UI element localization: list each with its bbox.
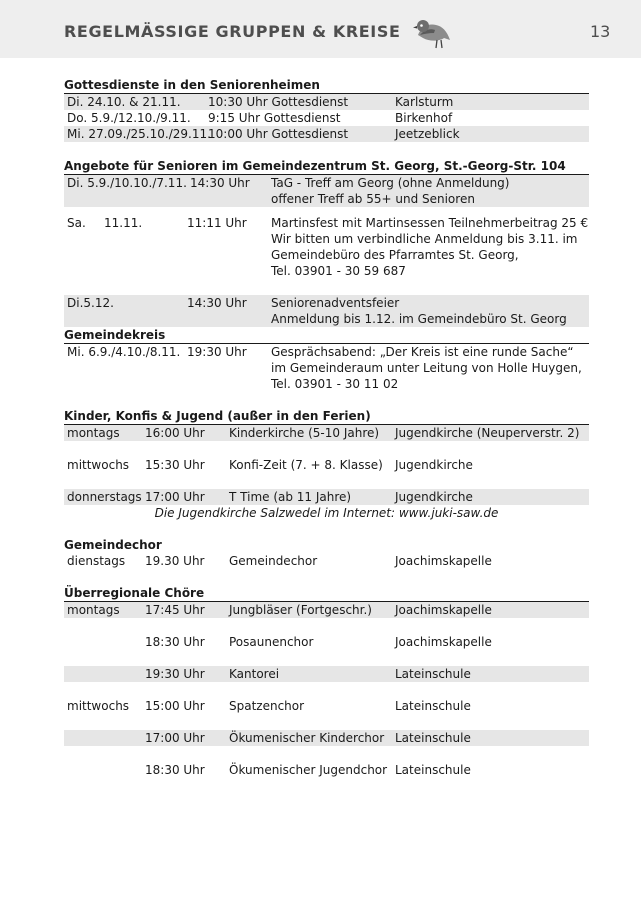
row-place: Jugendkirche (Neuperverstr. 2) xyxy=(395,426,580,440)
row-time: 19.30 Uhr xyxy=(145,554,205,568)
row-time: 15:30 Uhr xyxy=(145,458,205,472)
row-day: montags xyxy=(67,603,120,617)
row-place: Lateinschule xyxy=(395,763,471,777)
row-description: Gesprächsabend: „Der Kreis ist eine runde Sache“ im Gemeinderaum unter Leitung von Holle Huygen, Tel. 03901 - 30 11 02 xyxy=(271,345,582,391)
table-row xyxy=(64,126,589,142)
table-row xyxy=(64,489,589,505)
table-row xyxy=(64,457,589,473)
table-row xyxy=(64,602,589,618)
table-row xyxy=(64,553,589,569)
row-event: Spatzenchor xyxy=(229,699,305,713)
table-row xyxy=(64,425,589,441)
schedule-content xyxy=(64,77,589,778)
row-description: Martinsfest mit Martinsessen Teilnehmerbeitrag 25 € Wir bitten um verbindliche Anmeldung bis 3.11. im Gemeindebüro des Pfarramtes St. Georg, Tel. 03901 - 30 59 687 xyxy=(271,216,589,278)
row-event: Posaunenchor xyxy=(229,635,314,649)
page-title: REGELMÄSSIGE GRUPPEN & KREISE xyxy=(64,22,401,41)
table-row xyxy=(64,94,589,110)
row-event: Kantorei xyxy=(229,667,280,681)
row-time: 14:30 Uhr xyxy=(190,176,250,190)
row-day: dienstags xyxy=(67,554,126,568)
row-place: Lateinschule xyxy=(395,731,471,745)
row-place: Jeetzeblick xyxy=(395,127,460,141)
row-time: 15:00 Uhr xyxy=(145,699,205,713)
row-time: 17:00 Uhr xyxy=(145,731,205,745)
row-time: 17:00 Uhr xyxy=(145,490,205,504)
table-row xyxy=(64,295,589,327)
row-time: 11:11 Uhr xyxy=(187,216,247,230)
row-event: 9:15 Uhr Gottesdienst xyxy=(208,111,341,125)
table-row xyxy=(64,110,589,126)
row-place: Joachimskapelle xyxy=(395,635,492,649)
row-time: 16:00 Uhr xyxy=(145,426,205,440)
row-event: 10:00 Uhr Gottesdienst xyxy=(208,127,349,141)
row-date: Di.5.12. xyxy=(67,296,114,310)
section-title-regional-choirs: Überregionale Chöre xyxy=(64,586,205,600)
table-row xyxy=(64,666,589,682)
row-event: 10:30 Uhr Gottesdienst xyxy=(208,95,349,109)
row-date: Mi. 27.09./25.10./29.11. xyxy=(67,127,211,141)
row-place: Jugendkirche xyxy=(395,458,473,472)
row-date: Di. 5.9./10.10./7.11. xyxy=(67,176,187,190)
row-description: TaG - Treff am Georg (ohne Anmeldung) offener Treff ab 55+ und Senioren xyxy=(271,176,510,206)
table-row xyxy=(64,698,589,714)
row-event: Kinderkirche (5-10 Jahre) xyxy=(229,426,380,440)
row-description: Seniorenadventsfeier Anmeldung bis 1.12. im Gemeindebüro St. Georg xyxy=(271,296,567,326)
row-place: Joachimskapelle xyxy=(395,603,492,617)
row-place: Lateinschule xyxy=(395,699,471,713)
row-event: Ökumenischer Kinderchor xyxy=(229,731,385,745)
row-time: 18:30 Uhr xyxy=(145,635,205,649)
row-time: 19:30 Uhr xyxy=(187,345,247,359)
page-header xyxy=(0,0,641,58)
section-title-seniors: Angebote für Senioren im Gemeindezentrum St. Georg, St.-Georg-Str. 104 xyxy=(64,159,566,173)
row-time: 19:30 Uhr xyxy=(145,667,205,681)
section-title-choir: Gemeindechor xyxy=(64,538,162,552)
page-number: 13 xyxy=(590,22,611,41)
table-row xyxy=(64,762,589,778)
row-date: Mi. 6.9./4.10./8.11. xyxy=(67,345,181,359)
row-place: Lateinschule xyxy=(395,667,471,681)
row-event: Gemeindechor xyxy=(229,554,318,568)
row-day: donnerstags xyxy=(67,490,142,504)
row-event: Konfi-Zeit (7. + 8. Klasse) xyxy=(229,458,383,472)
row-time: 14:30 Uhr xyxy=(187,296,247,310)
row-place: Karlsturm xyxy=(395,95,454,109)
row-day: mittwochs xyxy=(67,699,130,713)
youth-note: Die Jugendkirche Salzwedel im Internet: www.juki-saw.de xyxy=(154,506,499,520)
sparrow-icon xyxy=(412,14,452,50)
table-row xyxy=(64,634,589,650)
section-title-senior-homes: Gottesdienste in den Seniorenheimen xyxy=(64,78,320,92)
row-date: 11.11. xyxy=(104,216,143,230)
table-row xyxy=(64,730,589,746)
row-event: Ökumenischer Jugendchor xyxy=(229,763,388,777)
row-day: montags xyxy=(67,426,120,440)
row-place: Jugendkirche xyxy=(395,490,473,504)
table-row xyxy=(64,215,589,279)
table-row xyxy=(64,175,589,207)
row-place: Joachimskapelle xyxy=(395,554,492,568)
table-row xyxy=(64,344,589,392)
section-title-gemeindekreis: Gemeindekreis xyxy=(64,328,166,342)
row-place: Birkenhof xyxy=(395,111,453,125)
row-day: Sa. xyxy=(67,216,86,230)
row-time: 18:30 Uhr xyxy=(145,763,205,777)
row-date: Di. 24.10. & 21.11. xyxy=(67,95,181,109)
section-title-youth: Kinder, Konfis & Jugend (außer in den Ferien) xyxy=(64,409,371,423)
row-day: mittwochs xyxy=(67,458,130,472)
row-event: Jungbläser (Fortgeschr.) xyxy=(229,603,372,617)
row-time: 17:45 Uhr xyxy=(145,603,205,617)
row-event: T Time (ab 11 Jahre) xyxy=(229,490,352,504)
row-date: Do. 5.9./12.10./9.11. xyxy=(67,111,191,125)
